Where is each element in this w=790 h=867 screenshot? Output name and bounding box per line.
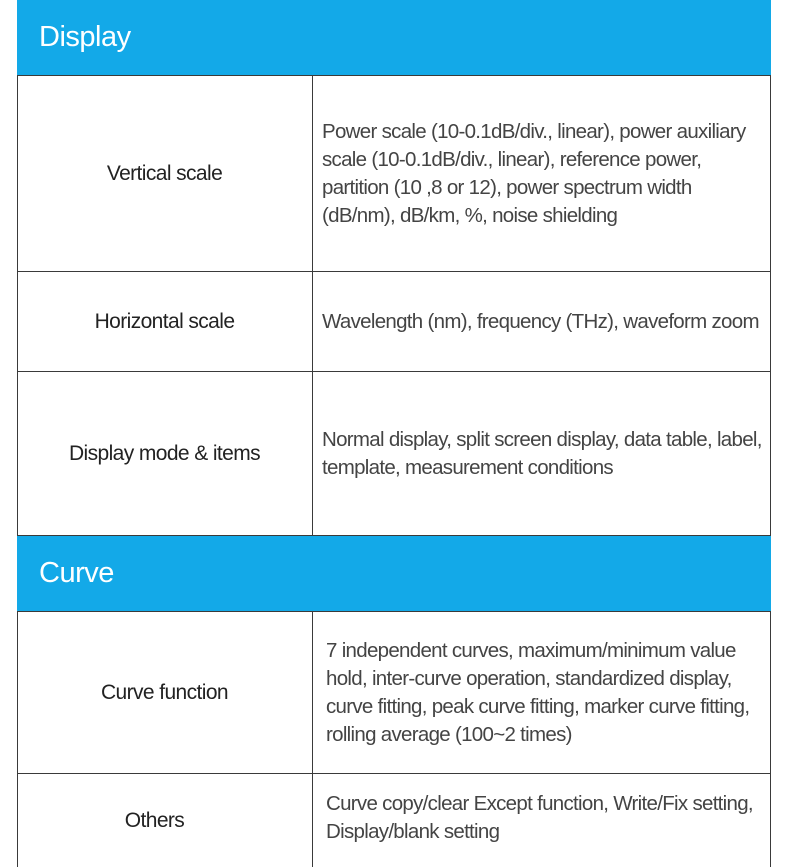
row-value-text: 7 independent curves, maximum/minimum value hold, inter-curve operation, standardized display, curve fitting, peak curve fitting, marker curve fitting, rolling average (100~2 times) — [326, 638, 750, 746]
row-label: Display mode & items — [17, 372, 313, 535]
row-value-text: Power scale (10-0.1dB/div., linear), power auxiliary scale (10-0.1dB/div., linear), reference power, partition (10 ,8 or 12), power spectrum width (dB/nm), dB/km, %, noise shielding — [322, 119, 746, 227]
table-row-others — [17, 774, 771, 867]
row-label: Horizontal scale — [17, 272, 313, 371]
row-value — [313, 612, 771, 773]
row-label: Curve function — [17, 612, 313, 773]
table-row-display-mode — [17, 372, 771, 536]
row-value — [313, 372, 771, 535]
row-value — [313, 774, 771, 867]
row-value — [313, 76, 771, 271]
row-value-text: Normal display, split screen display, data table, label, template, measurement conditions — [322, 427, 762, 479]
section-header-curve — [17, 536, 771, 612]
section-title-display: Display — [39, 21, 131, 53]
section-header-display — [17, 0, 771, 76]
row-value — [313, 272, 771, 371]
row-value-text: Wavelength (nm), frequency (THz), waveform zoom — [322, 309, 759, 333]
section-title-curve: Curve — [39, 557, 114, 589]
row-label: Vertical scale — [17, 76, 313, 271]
table-row-curve-function — [17, 612, 771, 774]
table-row-horizontal-scale — [17, 272, 771, 372]
row-label: Others — [17, 774, 313, 867]
table-row-vertical-scale — [17, 76, 771, 272]
row-value-text: Curve copy/clear Except function, Write/Fix setting, Display/blank setting — [326, 792, 753, 843]
